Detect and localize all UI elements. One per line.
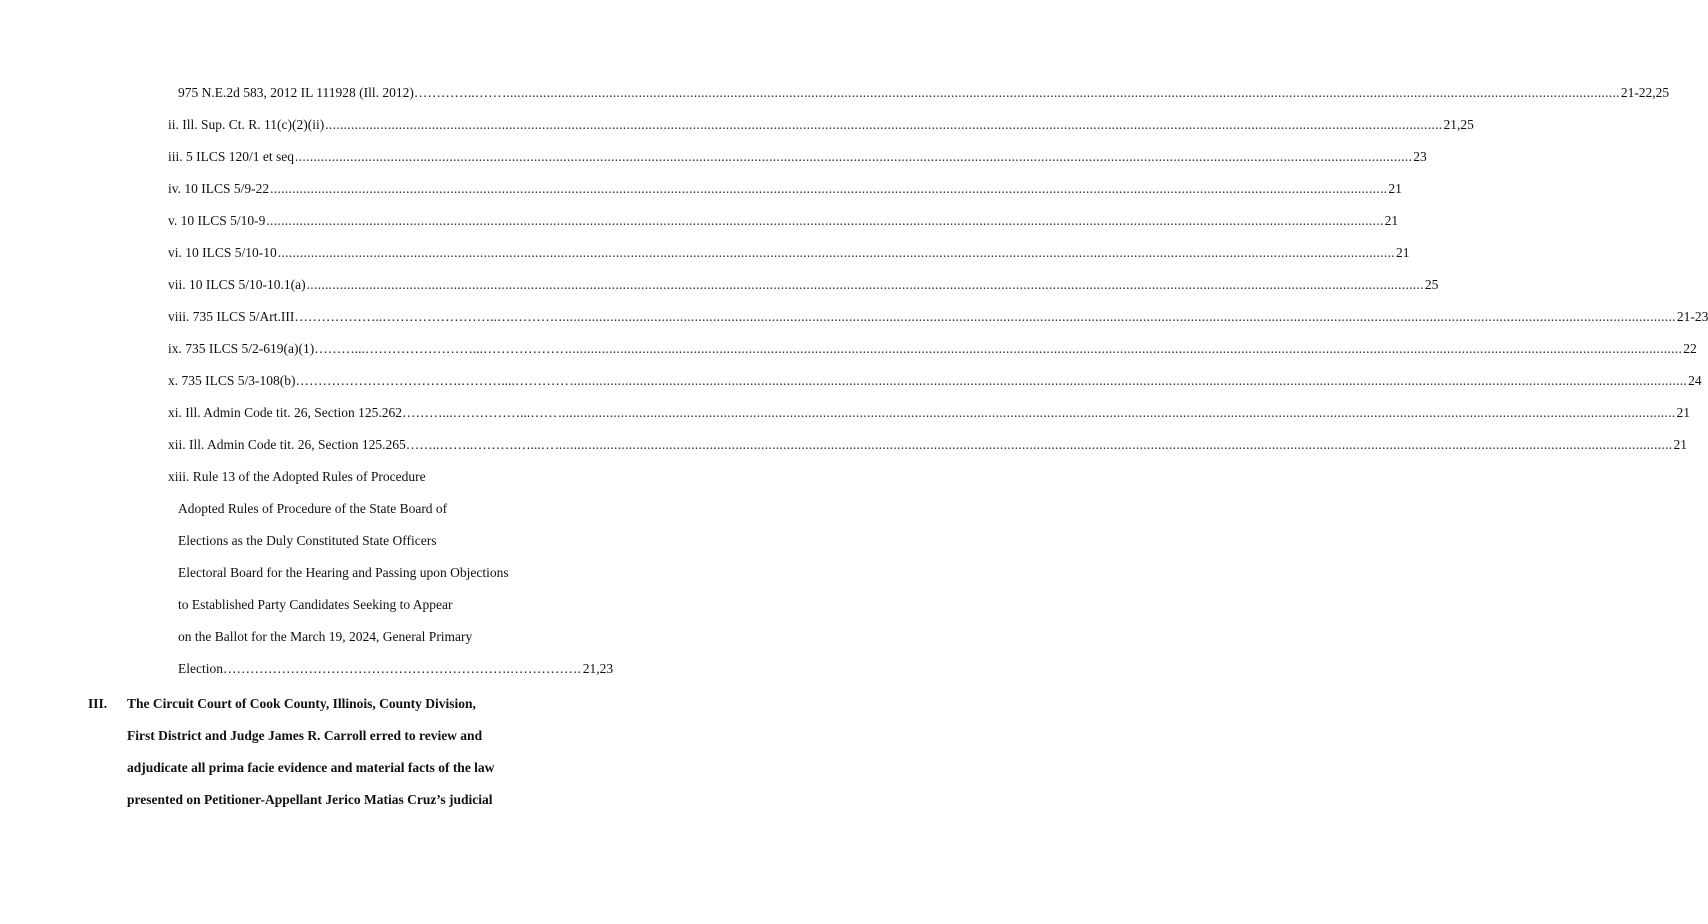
toc-entry-text: vii. 10 ILCS 5/10-10.1(a) <box>168 277 306 292</box>
toc-entry-text: iii. 5 ILCS 120/1 et seq <box>168 149 294 164</box>
toc-entry-text: ix. 735 ILCS 5/2-619(a)(1)………...……………………...……………… <box>168 341 564 356</box>
toc-entry-iii <box>168 149 1427 165</box>
rule13-line: on the Ballot for the March 19, 2024, General Primary <box>178 629 473 644</box>
toc-entry-text: vi. 10 ILCS 5/10-10 <box>168 245 277 260</box>
toc-entry-page: 21 <box>1388 181 1402 196</box>
toc-entry-page: 23 <box>1413 149 1427 164</box>
toc-entry-page: 21-22,25 <box>1620 85 1670 100</box>
toc-entry-page: 21 <box>1676 405 1690 420</box>
toc-entry-text: viii. 735 ILCS 5/Art.III………………..……………………..….………. <box>168 309 558 324</box>
toc-entry-xi <box>168 405 1690 421</box>
leader-dots <box>266 213 1383 229</box>
section-iii-line: adjudicate all prima facie evidence and material facts of the law <box>127 760 495 775</box>
toc-entry-page: 21 <box>1395 245 1410 260</box>
toc-entry-text: xii. Ill. Admin Code tit. 26, Section 125.265……..……..……….…...… <box>168 437 555 452</box>
toc-entry-x <box>168 373 1702 389</box>
toc-entry-page: 21 <box>1673 437 1687 452</box>
toc-entry-text: 975 N.E.2d 583, 2012 IL 111928 (Ill. 2012)…………..…… <box>178 85 502 100</box>
toc-entry-page: 21,23 <box>582 661 614 676</box>
toc-entry-page: 21,25 <box>1443 117 1474 132</box>
toc-entry-page: 22 <box>1683 341 1697 356</box>
toc-entry-vi <box>168 245 1410 261</box>
toc-entry-ix <box>168 341 1697 357</box>
toc-entry-page: 21 <box>1384 213 1399 228</box>
toc-entry-vii <box>168 277 1439 293</box>
leader-dots <box>307 277 1424 293</box>
section-iii-numeral: III. <box>88 696 108 711</box>
leader-dots <box>325 117 1442 133</box>
toc-entry-page: 25 <box>1424 277 1439 292</box>
toc-entry-case <box>178 85 1670 101</box>
toc-entry-xiii-title: xiii. Rule 13 of the Adopted Rules of Procedure <box>168 469 426 484</box>
rule13-line: to Established Party Candidates Seeking to Appear <box>178 597 453 612</box>
rule13-last-text: Election……………………………………………………….……………. <box>178 661 581 676</box>
toc-entry-text: ii. Ill. Sup. Ct. R. 11(c)(2)(ii) <box>168 117 325 132</box>
toc-entry-text: v. 10 ILCS 5/10-9 <box>168 213 266 228</box>
toc-entry-v <box>168 213 1399 229</box>
toc-entry-viii <box>168 309 1708 325</box>
toc-entry-iv <box>168 181 1402 197</box>
toc-entry-page: 24 <box>1688 373 1702 388</box>
toc-entry-text: xi. Ill. Admin Code tit. 26, Section 125.262………...……………...…… <box>168 405 558 420</box>
section-iii-line: First District and Judge James R. Carroll erred to review and <box>127 728 483 743</box>
leader-dots <box>295 149 1412 165</box>
toc-entry-text: x. 735 ILCS 5/3-108(b)……………………………….………....………… <box>168 373 569 388</box>
toc-entry-page: 21-23 <box>1676 309 1708 324</box>
leader-dots <box>270 181 1387 197</box>
rule13-line: Elections as the Duly Constituted State Officers <box>178 533 437 548</box>
leader-dots <box>555 437 1672 453</box>
leader-dots <box>559 309 1676 325</box>
leader-dots <box>278 245 1395 261</box>
rule13-last-line <box>178 661 614 677</box>
toc-entry-text: iv. 10 ILCS 5/9-22 <box>168 181 270 196</box>
leader-dots <box>565 341 1682 357</box>
toc-entry-xii <box>168 437 1687 453</box>
rule13-line: Adopted Rules of Procedure of the State Board of <box>178 501 448 516</box>
leader-dots <box>503 85 1620 101</box>
section-iii-line: presented on Petitioner-Appellant Jerico Matias Cruz’s judicial <box>127 792 493 807</box>
rule13-line: Electoral Board for the Hearing and Passing upon Objections <box>178 565 509 580</box>
toc-entry-ii <box>168 117 1474 133</box>
section-iii-line: The Circuit Court of Cook County, Illinois, County Division, <box>127 696 476 711</box>
leader-dots <box>570 373 1687 389</box>
leader-dots <box>558 405 1675 421</box>
